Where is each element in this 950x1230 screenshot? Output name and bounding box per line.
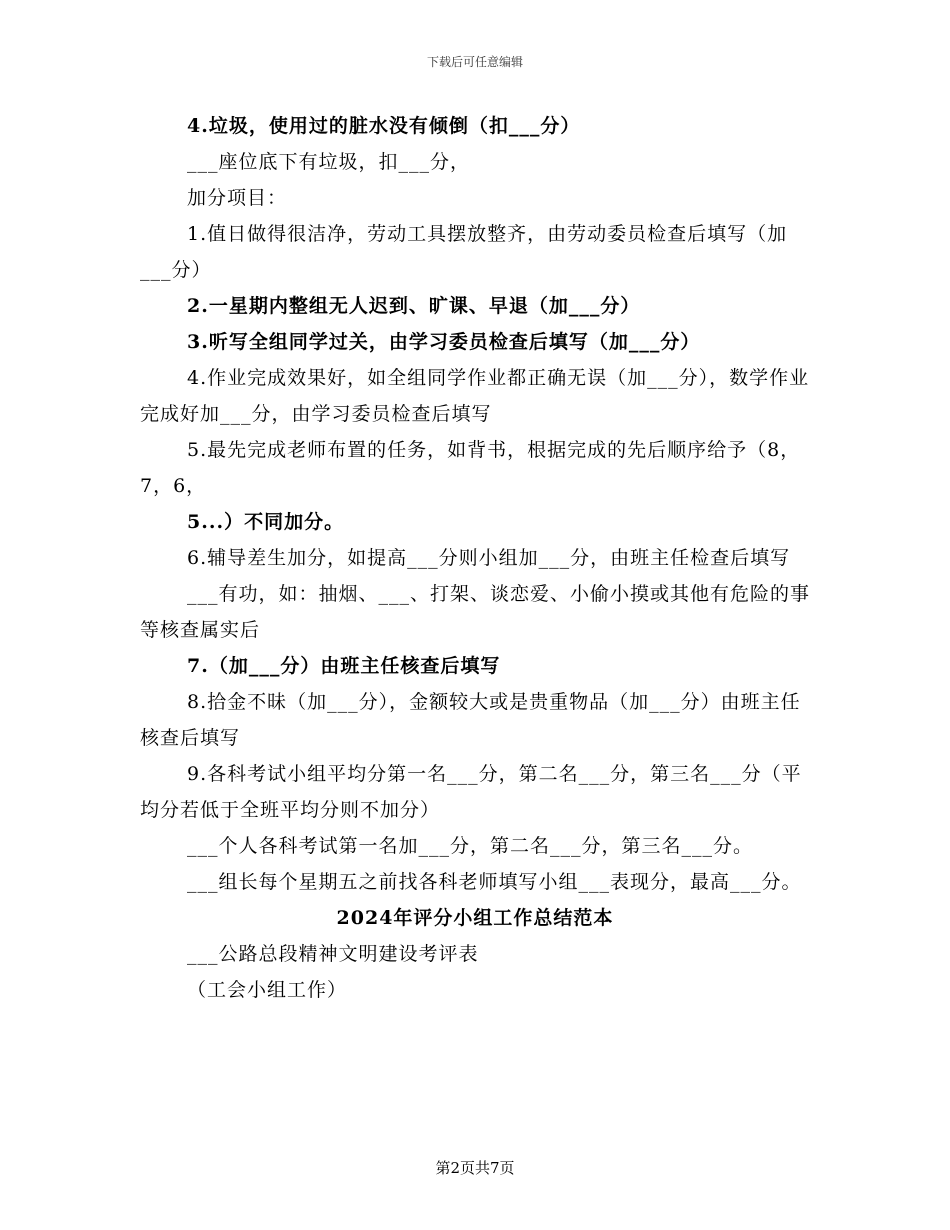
paragraph: ___座位底下有垃圾，扣___分，: [187, 151, 471, 173]
paragraph: 1.值日做得很洁净，劳动工具摆放整齐，由劳动委员检查后填写（加___分）: [140, 223, 788, 281]
paragraph: 加分项目：: [187, 187, 288, 209]
paragraph: 2.一星期内整组无人迟到、旷课、早退（加___分）: [187, 295, 641, 317]
paragraph: 7.（加___分）由班主任核查后填写: [187, 655, 501, 677]
page-header: 下载后可任意编辑: [426, 55, 523, 69]
paragraph: ___公路总段精神文明建设考评表: [187, 943, 479, 965]
paragraph: （工会小组工作）: [187, 979, 348, 1001]
section-title: 2024年评分小组工作总结范本: [336, 907, 614, 929]
paragraph: ___有功，如：抽烟、___、打架、谈恋爱、小偷小摸或其他有危险的事等核查属实后: [140, 583, 811, 641]
paragraph: 4.作业完成效果好，如全组同学作业都正确无误（加___分），数学作业完成好加___分，由学习委员检查后填写: [140, 367, 810, 425]
paragraph: 4.垃圾，使用过的脏水没有倾倒（扣___分）: [187, 115, 581, 137]
document-body: [140, 108, 810, 1008]
paragraph: 6.辅导差生加分，如提高___分则小组加___分，由班主任检查后填写: [187, 547, 791, 569]
paragraph: 8.拾金不昧（加___分），金额较大或是贵重物品（加___分）由班主任核查后填写: [140, 691, 801, 749]
paragraph: 5.最先完成老师布置的任务，如背书，根据完成的先后顺序给予（8，7，6，: [140, 439, 801, 497]
page-footer: 第2页共7页: [435, 1159, 515, 1177]
paragraph: 9.各科考试小组平均分第一名___分，第二名___分，第三名___分（平均分若低于全班平均分则不加分）: [140, 763, 802, 821]
paragraph: 5...）不同加分。: [187, 511, 345, 533]
paragraph: ___个人各科考试第一名加___分，第二名___分，第三名___分。: [187, 835, 754, 857]
paragraph: ___组长每个星期五之前找各科老师填写小组___表现分，最高___分。: [187, 871, 802, 893]
paragraph: 3.听写全组同学过关，由学习委员检查后填写（加___分）: [187, 331, 701, 353]
